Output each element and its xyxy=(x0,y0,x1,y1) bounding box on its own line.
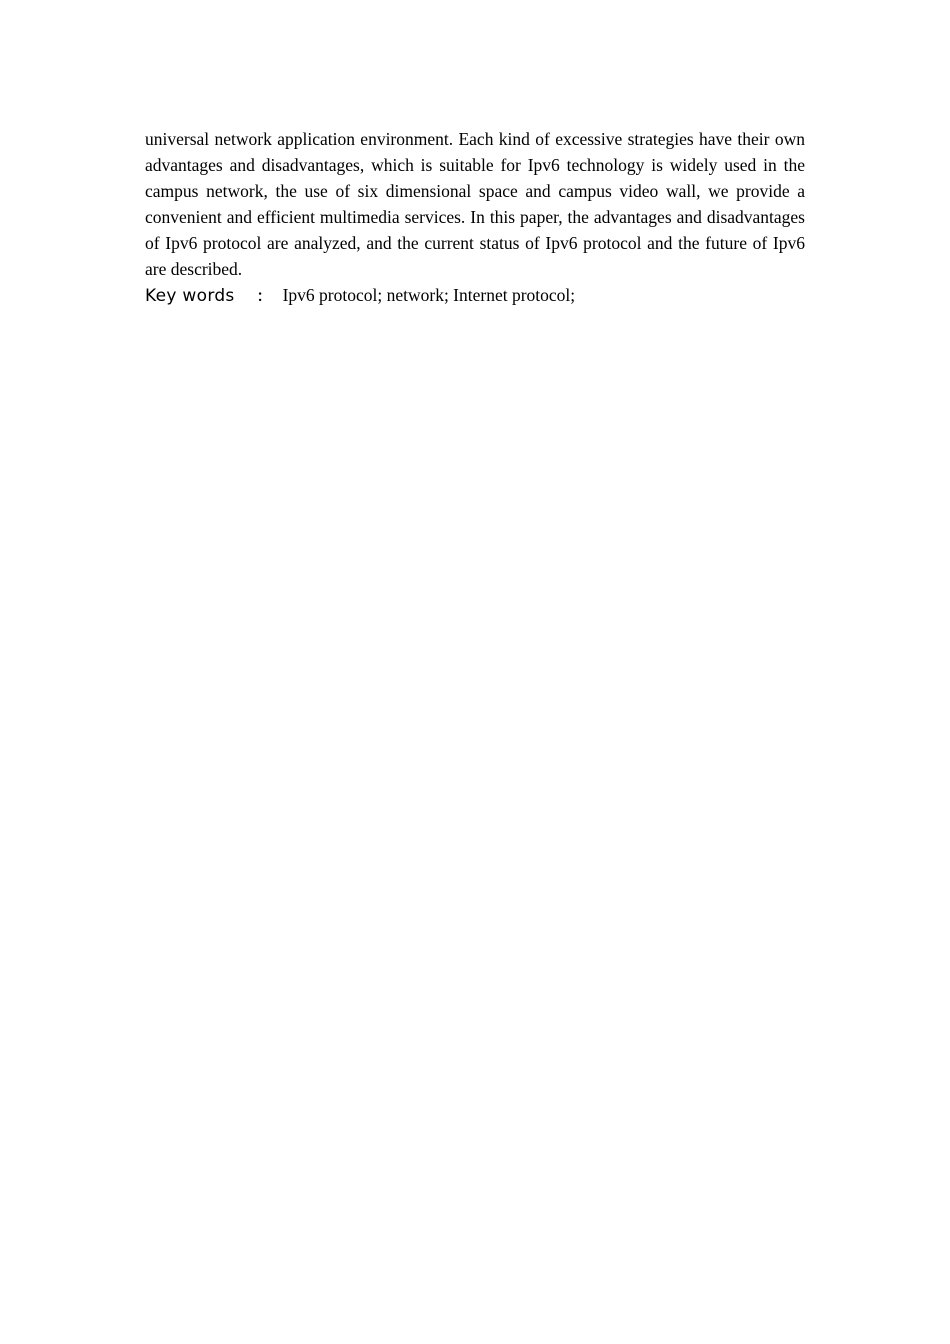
keywords-label: Key words xyxy=(145,286,235,306)
abstract-paragraph: universal network application environment. Each kind of excessive strategies have their own advantages and disadvantages, which is suitable for Ipv6 technology is widely used in the campus network, the use of six dimensional space and campus video wall, we provide a convenient and efficient multimedia services. In this paper, the advantages and disadvantages of Ipv6 protocol are analyzed, and the current status of Ipv6 protocol and the future of Ipv6 are described. xyxy=(145,129,805,279)
abstract-section xyxy=(145,126,805,308)
keywords-separator: ： xyxy=(256,287,272,305)
keywords-line xyxy=(145,282,805,308)
keywords-values: Ipv6 protocol; network; Internet protocol; xyxy=(282,285,576,305)
